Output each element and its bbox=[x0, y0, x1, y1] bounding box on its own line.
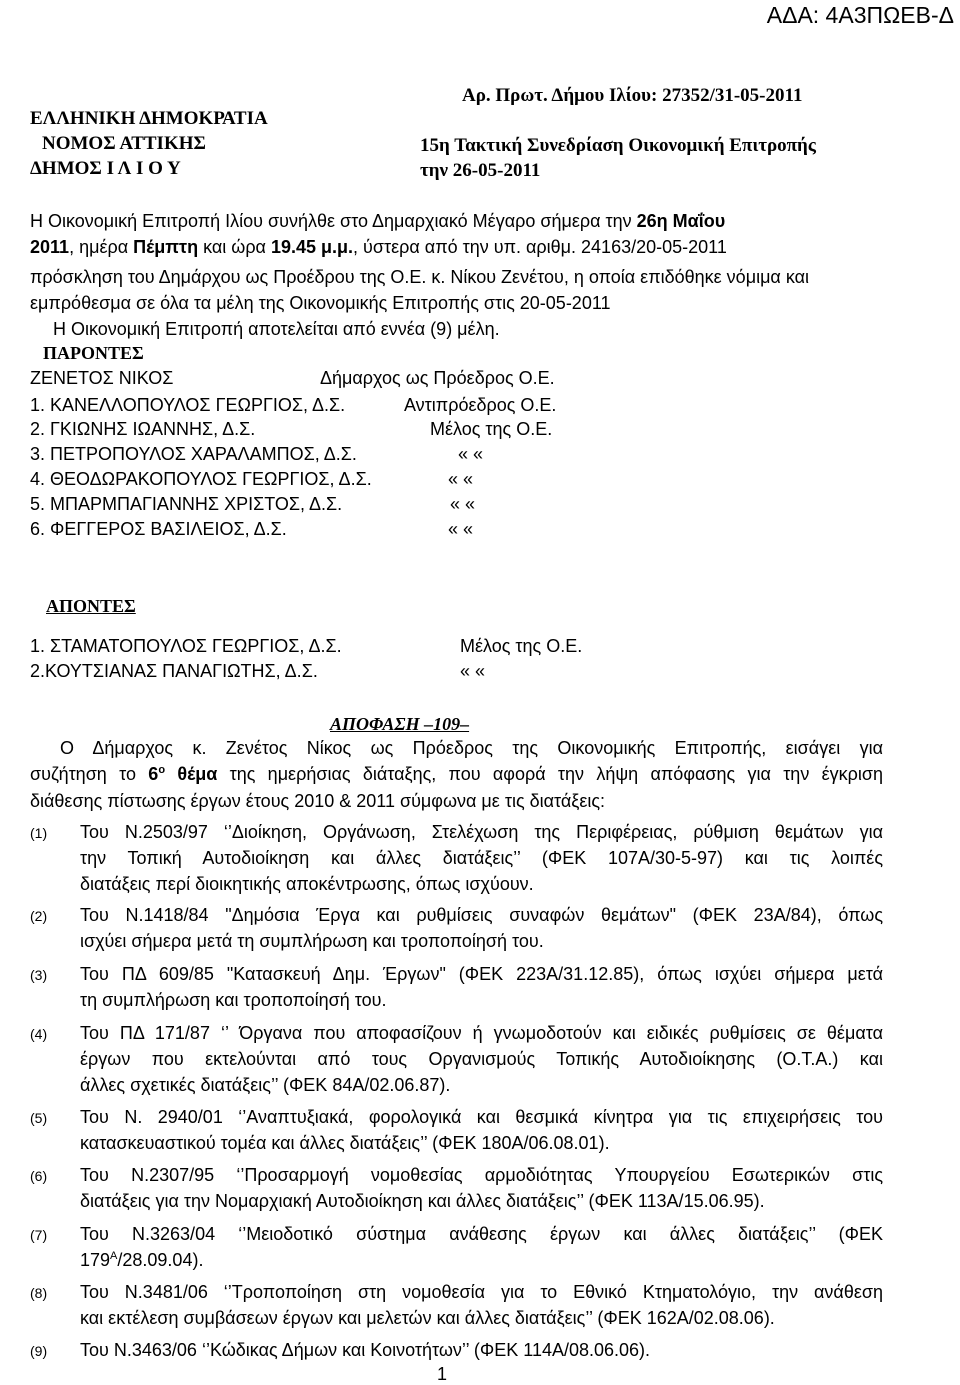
law-line: άλλες σχετικές διατάξεις’’ (ΦΕΚ 84Α/02.06.87). bbox=[80, 1075, 451, 1095]
decision-title: ΑΠΟΦΑΣΗ –109– bbox=[330, 714, 470, 734]
law-line: κατασκευαστικού τομέα και άλλες διατάξεις’’ (ΦΕΚ 180Α/06.08.01). bbox=[80, 1133, 610, 1153]
law-line: Του Ν.2503/97 ‘’Διοίκηση, Οργάνωση, Στελέχωση της Περιφέρειας, ρύθμιση θεμάτων για bbox=[80, 822, 883, 842]
law-line: διατάξεις για την Νομαρχιακή Αυτοδιοίκηση και άλλες διατάξεις’’ (ΦΕΚ 113Α/15.06.95). bbox=[80, 1191, 765, 1211]
law-number: (4) bbox=[30, 1026, 48, 1042]
law-line: Του ΠΔ 171/87 ‘’ Όργανα που αποφασίζουν ή γνωμοδοτούν και ειδικές ρυθμίσεις σε θέματα bbox=[80, 1023, 883, 1043]
present-member-name: 1. ΚΑΝΕΛΛΟΠΟΥΛΟΣ ΓΕΩΡΓΙΟΣ, Δ.Σ. bbox=[30, 395, 346, 415]
present-member-name: 5. ΜΠΑΡΜΠΑΓΙΑΝΝΗΣ ΧΡΙΣΤΟΣ, Δ.Σ. bbox=[30, 494, 343, 514]
law-number: (9) bbox=[30, 1343, 48, 1359]
intro-line-5: Η Οικονομική Επιτροπή αποτελείται από εννέα (9) μέλη. bbox=[53, 319, 500, 339]
present-member-role: « « bbox=[450, 494, 476, 514]
intro-line-2: 2011, ημέρα Πέμπτη και ώρα 19.45 μ.μ., ύστερα από την υπ. αριθμ. 24163/20-05-2011 bbox=[30, 237, 727, 257]
decision-line-1: Ο Δήμαρχος κ. Ζενέτος Νίκος ως Πρόεδρος της Οικονομικής Επιτροπής, εισάγει για bbox=[60, 738, 883, 758]
absent-member-role: Μέλος της Ο.Ε. bbox=[460, 636, 583, 656]
law-line: Του Ν.3481/06 ‘’Τροποποίηση στη νομοθεσία για το Εθνικό Κτηματολόγιο, την ανάθεση bbox=[80, 1282, 883, 1302]
law-line: Του ΠΔ 609/85 "Κατασκευή Δημ. Έργων" (ΦΕΚ 223Α/31.12.85), όπως ισχύει σήμερα μετά bbox=[80, 964, 883, 984]
law-line: διατάξεις περί διοικητικής αποκέντρωσης, όπως ισχύουν. bbox=[80, 874, 534, 894]
present-member-name: 3. ΠΕΤΡΟΠΟΥΛΟΣ ΧΑΡΑΛΑΜΠΟΣ, Δ.Σ. bbox=[30, 444, 357, 464]
law-line: $179^A/28.09.04$). bbox=[80, 1250, 204, 1270]
law-line: Του Ν.2307/95 ‘’Προσαρμογή νομοθεσίας αρμοδιότητας Υπουργείου Εσωτερικών στις bbox=[80, 1165, 883, 1185]
present-member-role: Μέλος της Ο.Ε. bbox=[430, 419, 553, 439]
chair-name: ΖΕΝΕΤΟΣ ΝΙΚΟΣ bbox=[30, 368, 174, 388]
decision-line-2: συζήτηση το $6^o$ θέμα της ημερήσιας διάταξης, που αφορά την λήψη απόφασης για την έγκριση bbox=[30, 764, 884, 784]
law-line: Του Ν.3463/06 ‘’Κώδικας Δήμων και Κοινοτήτων’’ (ΦΕΚ 114Α/08.06.06). bbox=[80, 1340, 651, 1360]
law-line: έργων που εκτελούνται από τους Οργανισμούς Τοπικής Αυτοδιοίκησης (Ο.Τ.Α.) και bbox=[80, 1049, 883, 1069]
law-line: Του Ν.3263/04 ‘’Μειοδοτικό σύστημα ανάθεσης έργων και άλλες διατάξεις’’ (ΦΕΚ bbox=[80, 1224, 883, 1244]
law-number: (1) bbox=[30, 825, 48, 841]
ada-code: ΑΔΑ: 4Α3ΠΩΕΒ-Δ bbox=[766, 2, 954, 28]
absent-member-name: 2.ΚΟΥΤΣΙΑΝΑΣ ΠΑΝΑΓΙΩΤΗΣ, Δ.Σ. bbox=[30, 661, 318, 681]
absent-member-role: « « bbox=[460, 661, 486, 681]
absent-heading: ΑΠΟΝΤΕΣ bbox=[46, 596, 136, 616]
law-line: Του Ν. 2940/01 ‘’Αναπτυξιακά, φορολογικά και θεσμικά κίνητρα για τις επιχειρήσεις του bbox=[80, 1107, 883, 1127]
intro-line-4: εμπρόθεσμα σε όλα τα μέλη της Οικονομικής Επιτροπής στις 20-05-2011 bbox=[30, 293, 611, 313]
law-line: Του Ν.1418/84 "Δημόσια Έργα και ρυθμίσεις συναφών θεμάτων" (ΦΕΚ 23Α/84), όπως bbox=[80, 905, 883, 925]
present-member-role: Αντιπρόεδρος Ο.Ε. bbox=[404, 395, 557, 415]
protocol-number: Αρ. Πρωτ. Δήμου Ιλίου: 27352/31-05-2011 bbox=[462, 85, 803, 106]
intro-line-1: Η Οικονομική Επιτροπή Ιλίου συνήλθε στο Δημαρχιακό Μέγαρο σήμερα την 26η Μαΐου bbox=[30, 211, 726, 231]
present-member-name: 6. ΦΕΓΓΕΡΟΣ ΒΑΣΙΛΕΙΟΣ, Δ.Σ. bbox=[30, 519, 287, 539]
present-member-name: 4. ΘΕΟΔΩΡΑΚΟΠΟΥΛΟΣ ΓΕΩΡΓΙΟΣ, Δ.Σ. bbox=[30, 469, 372, 489]
present-member-name: 2. ΓΚΙΩΝΗΣ ΙΩΑΝΝΗΣ, Δ.Σ. bbox=[30, 419, 256, 439]
law-number: (7) bbox=[30, 1227, 48, 1243]
law-number: (8) bbox=[30, 1285, 48, 1301]
session-title: 15η Τακτική Συνεδρίαση Οικονομική Επιτροπής bbox=[420, 135, 816, 156]
header-country: ΕΛΛΗΝΙΚΗ ΔΗΜΟΚΡΑΤΙΑ bbox=[30, 108, 268, 129]
present-heading: ΠΑΡΟΝΤΕΣ bbox=[43, 343, 144, 363]
decision-line-3: διάθεσης πίστωσης έργων έτους 2010 & 2011 σύμφωνα με τις διατάξεις: bbox=[30, 791, 606, 811]
law-line: και εκτέλεση συμβάσεων έργων και μελετών και άλλες διατάξεις’’ (ΦΕΚ 162Α/02.08.06). bbox=[80, 1308, 775, 1328]
law-line: ισχύει σήμερα μετά τη συμπλήρωση και τροποποίησή του. bbox=[80, 931, 544, 951]
law-number: (3) bbox=[30, 967, 48, 983]
intro-line-3: πρόσκληση του Δημάρχου ως Προέδρου της Ο.Ε. κ. Νίκου Ζενέτου, η οποία επιδόθηκε νόμιμα και bbox=[30, 267, 810, 287]
present-member-role: « « bbox=[448, 519, 474, 539]
header-prefecture: ΝΟΜΟΣ ΑΤΤΙΚΗΣ bbox=[42, 133, 206, 154]
chair-role: Δήμαρχος ως Πρόεδρος Ο.Ε. bbox=[320, 368, 555, 388]
law-line: τη συμπλήρωση και τροποποίησή του. bbox=[80, 990, 387, 1010]
present-member-role: « « bbox=[458, 444, 484, 464]
header-municipality: ΔΗΜΟΣ Ι Λ Ι Ο Υ bbox=[30, 158, 181, 179]
law-number: (2) bbox=[30, 908, 48, 924]
absent-member-name: 1. ΣΤΑΜΑΤΟΠΟΥΛΟΣ ΓΕΩΡΓΙΟΣ, Δ.Σ. bbox=[30, 636, 342, 656]
session-date: την 26-05-2011 bbox=[420, 160, 541, 181]
law-line: την Τοπική Αυτοδιοίκηση και άλλες διατάξεις’’ (ΦΕΚ 107Α/30-5-97) και τις λοιπές bbox=[80, 848, 883, 868]
law-number: (6) bbox=[30, 1168, 48, 1184]
page-number: 1 bbox=[437, 1364, 448, 1384]
present-member-role: « « bbox=[448, 469, 474, 489]
law-number: (5) bbox=[30, 1110, 48, 1126]
